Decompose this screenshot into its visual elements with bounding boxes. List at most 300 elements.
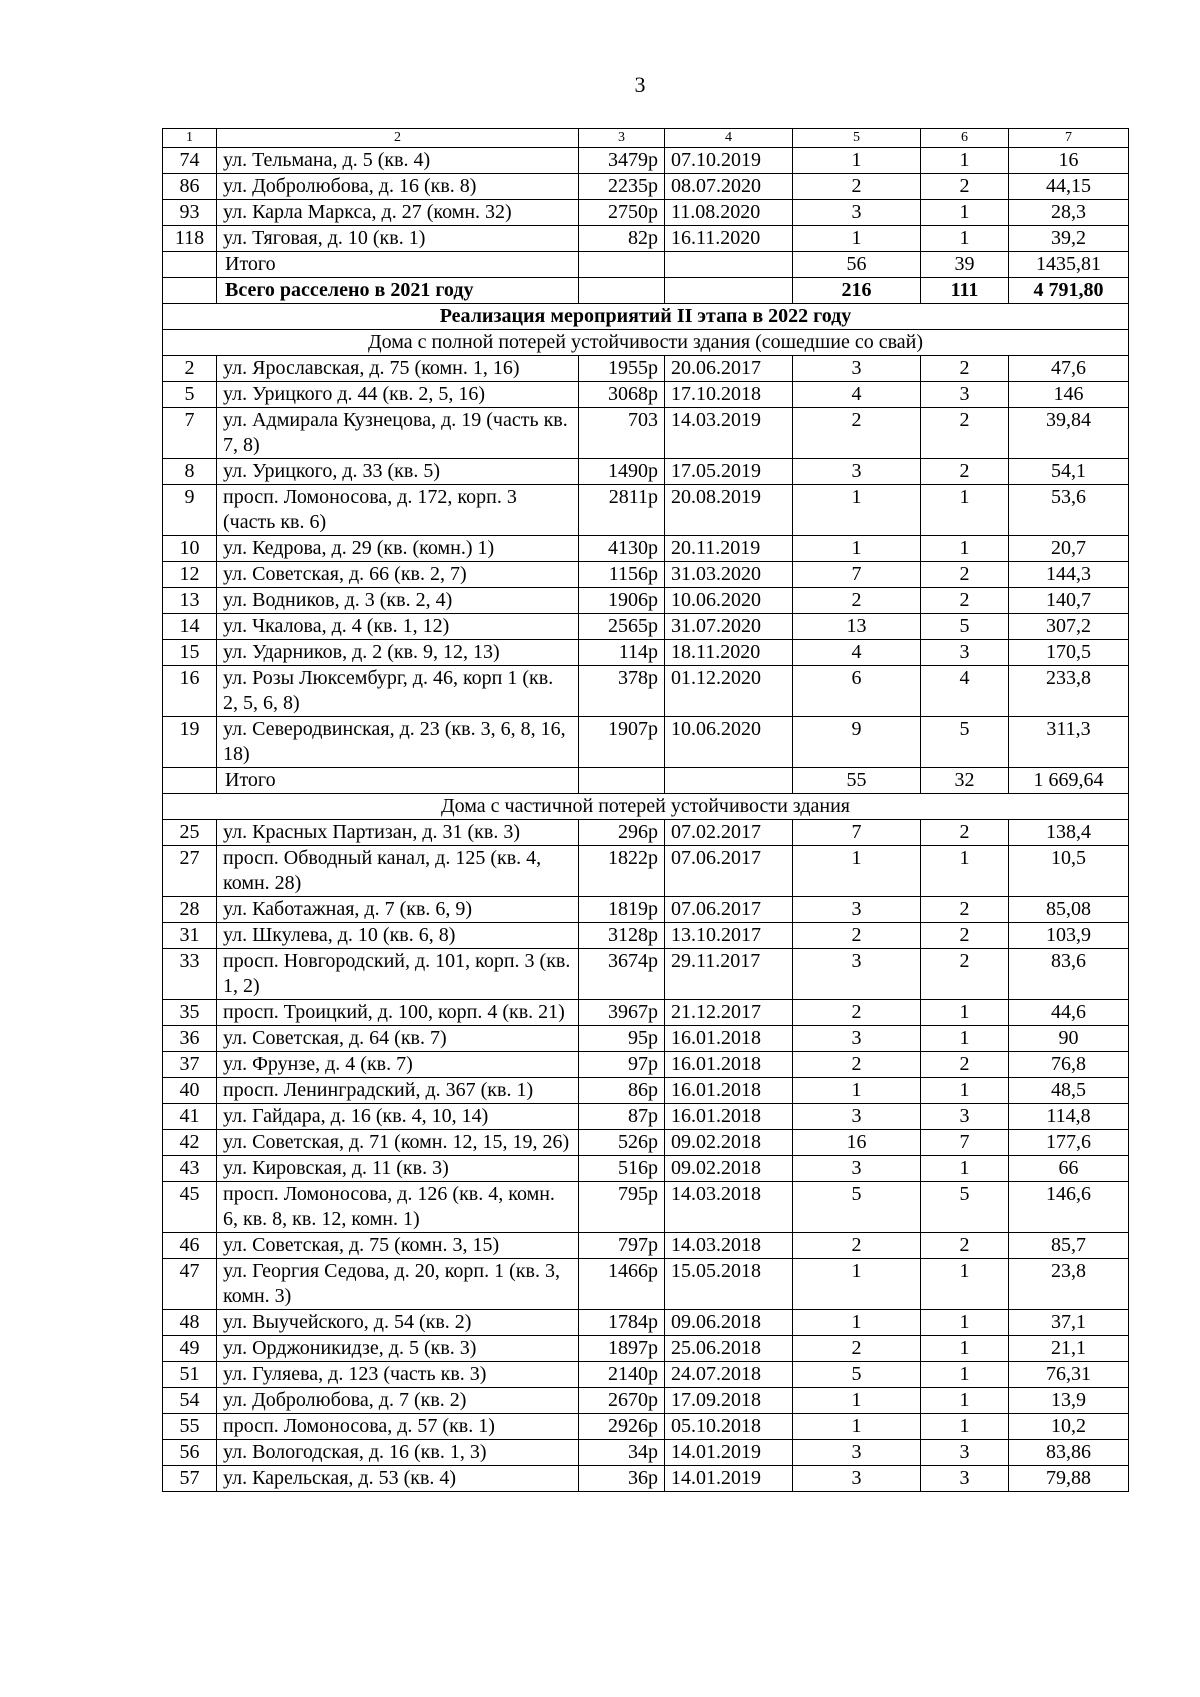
column-number: 1 [163,129,217,148]
area-cell: 20,7 [1009,536,1129,562]
people-count-cell: 1 [793,1078,921,1104]
address-cell: ул. Советская, д. 75 (комн. 3, 15) [217,1233,579,1259]
people-count-cell: 2 [793,1233,921,1259]
rooms-count-cell: 3 [921,640,1009,666]
document-number-cell: 34р [579,1440,665,1466]
people-count-cell: 2 [793,1336,921,1362]
table-row [163,562,1129,588]
area-cell: 13,9 [1009,1388,1129,1414]
document-number-cell: 526р [579,1130,665,1156]
address-cell: ул. Советская, д. 71 (комн. 12, 15, 19, 26) [217,1130,579,1156]
address-cell: ул. Вологодская, д. 16 (кв. 1, 3) [217,1440,579,1466]
rooms-count-cell: 3 [921,1466,1009,1492]
address-cell: ул. Каботажная, д. 7 (кв. 6, 9) [217,897,579,923]
table-row [163,588,1129,614]
document-date-cell: 07.02.2017 [665,820,793,846]
document-number-cell: 2750р [579,200,665,226]
area-cell: 44,6 [1009,1000,1129,1026]
area-cell: 140,7 [1009,588,1129,614]
rooms-count-cell: 1 [921,1078,1009,1104]
document-date-cell [665,768,793,794]
area-cell: 90 [1009,1026,1129,1052]
row-number-cell: 42 [163,1130,217,1156]
area-cell: 83,86 [1009,1440,1129,1466]
document-number-cell: 86р [579,1078,665,1104]
address-cell: ул. Розы Люксембург, д. 46, корп 1 (кв. 2, 5, 6, 8) [217,666,579,717]
address-cell: ул. Чкалова, д. 4 (кв. 1, 12) [217,614,579,640]
document-date-cell: 16.01.2018 [665,1078,793,1104]
table-row [163,820,1129,846]
total-row [163,252,1129,278]
people-count-cell: 1 [793,1259,921,1310]
document-date-cell: 25.06.2018 [665,1336,793,1362]
address-cell: Всего расселено в 2021 году [217,278,579,304]
rooms-count-cell: 2 [921,1052,1009,1078]
document-number-cell: 797р [579,1233,665,1259]
document-number-cell: 2670р [579,1388,665,1414]
document-date-cell: 05.10.2018 [665,1414,793,1440]
rooms-count-cell: 1 [921,1414,1009,1440]
people-count-cell: 9 [793,717,921,768]
area-cell: 47,6 [1009,356,1129,382]
table-row [163,226,1129,252]
row-number-cell: 8 [163,459,217,485]
section-title: Реализация мероприятий II этапа в 2022 году [163,304,1129,330]
row-number-cell: 36 [163,1026,217,1052]
address-cell: ул. Советская, д. 66 (кв. 2, 7) [217,562,579,588]
document-date-cell [665,252,793,278]
row-number-cell: 25 [163,820,217,846]
address-cell: ул. Георгия Седова, д. 20, корп. 1 (кв. 3, комн. 3) [217,1259,579,1310]
area-cell: 144,3 [1009,562,1129,588]
rooms-count-cell: 1 [921,148,1009,174]
column-number: 7 [1009,129,1129,148]
row-number-cell: 57 [163,1466,217,1492]
people-count-cell: 2 [793,1052,921,1078]
row-number-cell: 37 [163,1052,217,1078]
document-date-cell: 09.06.2018 [665,1310,793,1336]
document-number-cell: 378р [579,666,665,717]
table-row [163,1182,1129,1233]
table-row [163,923,1129,949]
document-date-cell: 17.05.2019 [665,459,793,485]
rooms-count-cell: 1 [921,1362,1009,1388]
area-cell: 39,2 [1009,226,1129,252]
people-count-cell: 1 [793,148,921,174]
people-count-cell: 3 [793,897,921,923]
people-count-cell: 1 [793,1388,921,1414]
column-number-row [163,129,1129,148]
area-cell: 23,8 [1009,1259,1129,1310]
people-count-cell: 2 [793,588,921,614]
people-count-cell: 2 [793,923,921,949]
row-number-cell: 118 [163,226,217,252]
document-number-cell: 1906р [579,588,665,614]
document-number-cell: 97р [579,1052,665,1078]
document-number-cell: 4130р [579,536,665,562]
rooms-count-cell: 2 [921,356,1009,382]
document-number-cell: 1822р [579,846,665,897]
address-cell: ул. Урицкого, д. 33 (кв. 5) [217,459,579,485]
document-number-cell: 1897р [579,1336,665,1362]
people-count-cell: 1 [793,1414,921,1440]
rooms-count-cell: 2 [921,459,1009,485]
table-row [163,536,1129,562]
rooms-count-cell: 1 [921,1156,1009,1182]
row-number-cell: 35 [163,1000,217,1026]
address-cell: ул. Орджоникидзе, д. 5 (кв. 3) [217,1336,579,1362]
table-row [163,1156,1129,1182]
document-date-cell: 13.10.2017 [665,923,793,949]
table-row [163,148,1129,174]
rooms-count-cell: 1 [921,1388,1009,1414]
document-number-cell: 1466р [579,1259,665,1310]
document-date-cell: 31.03.2020 [665,562,793,588]
table-row [163,1414,1129,1440]
rooms-count-cell: 2 [921,897,1009,923]
document-number-cell: 795р [579,1182,665,1233]
document-number-cell: 2565р [579,614,665,640]
rooms-count-cell: 1 [921,1259,1009,1310]
people-count-cell: 3 [793,356,921,382]
area-cell: 10,2 [1009,1414,1129,1440]
document-date-cell: 14.01.2019 [665,1466,793,1492]
table-row [163,1078,1129,1104]
area-cell: 170,5 [1009,640,1129,666]
address-cell: ул. Северодвинская, д. 23 (кв. 3, 6, 8, 16, 18) [217,717,579,768]
address-cell: Итого [217,252,579,278]
table-row [163,949,1129,1000]
document-date-cell: 24.07.2018 [665,1362,793,1388]
row-number-cell [163,278,217,304]
document-date-cell: 14.03.2018 [665,1233,793,1259]
rooms-count-cell: 39 [921,252,1009,278]
address-cell: ул. Гайдара, д. 16 (кв. 4, 10, 14) [217,1104,579,1130]
address-cell: ул. Красных Партизан, д. 31 (кв. 3) [217,820,579,846]
column-number: 5 [793,129,921,148]
row-number-cell: 33 [163,949,217,1000]
rooms-count-cell: 2 [921,949,1009,1000]
row-number-cell: 40 [163,1078,217,1104]
row-number-cell: 93 [163,200,217,226]
people-count-cell: 3 [793,1156,921,1182]
area-cell: 21,1 [1009,1336,1129,1362]
document-number-cell: 1784р [579,1310,665,1336]
document-number-cell: 87р [579,1104,665,1130]
address-cell: ул. Кировская, д. 11 (кв. 3) [217,1156,579,1182]
area-cell: 138,4 [1009,820,1129,846]
area-cell: 311,3 [1009,717,1129,768]
section-header-row [163,304,1129,330]
document-number-cell [579,278,665,304]
document-date-cell: 17.09.2018 [665,1388,793,1414]
document-number-cell: 82р [579,226,665,252]
area-cell: 114,8 [1009,1104,1129,1130]
table-row [163,897,1129,923]
address-cell: ул. Советская, д. 64 (кв. 7) [217,1026,579,1052]
table-row [163,200,1129,226]
address-cell: ул. Добролюбова, д. 16 (кв. 8) [217,174,579,200]
document-number-cell [579,252,665,278]
document-date-cell: 14.03.2018 [665,1182,793,1233]
area-cell: 76,8 [1009,1052,1129,1078]
area-cell: 233,8 [1009,666,1129,717]
row-number-cell: 47 [163,1259,217,1310]
rooms-count-cell: 2 [921,174,1009,200]
address-cell: ул. Карельская, д. 53 (кв. 4) [217,1466,579,1492]
area-cell: 4 791,80 [1009,278,1129,304]
row-number-cell: 54 [163,1388,217,1414]
people-count-cell: 3 [793,1440,921,1466]
row-number-cell: 19 [163,717,217,768]
document-date-cell: 07.06.2017 [665,897,793,923]
document-date-cell: 15.05.2018 [665,1259,793,1310]
resettlement-table [162,128,1129,1492]
area-cell: 10,5 [1009,846,1129,897]
people-count-cell: 7 [793,820,921,846]
row-number-cell: 2 [163,356,217,382]
document-number-cell: 296р [579,820,665,846]
rooms-count-cell: 1 [921,846,1009,897]
document-number-cell [579,768,665,794]
section-header-row [163,330,1129,356]
document-number-cell: 1955р [579,356,665,382]
address-cell: просп. Ленинградский, д. 367 (кв. 1) [217,1078,579,1104]
area-cell: 76,31 [1009,1362,1129,1388]
document-date-cell: 11.08.2020 [665,200,793,226]
row-number-cell: 15 [163,640,217,666]
document-number-cell: 36р [579,1466,665,1492]
document-date-cell: 09.02.2018 [665,1130,793,1156]
people-count-cell: 1 [793,226,921,252]
rooms-count-cell: 1 [921,1336,1009,1362]
row-number-cell: 14 [163,614,217,640]
document-date-cell: 16.11.2020 [665,226,793,252]
people-count-cell: 6 [793,666,921,717]
rooms-count-cell: 32 [921,768,1009,794]
document-number-cell: 1490р [579,459,665,485]
rooms-count-cell: 2 [921,1233,1009,1259]
people-count-cell: 5 [793,1362,921,1388]
rooms-count-cell: 111 [921,278,1009,304]
table-row [163,1000,1129,1026]
section-title: Дома с полной потерей устойчивости здания (сошедшие со свай) [163,330,1129,356]
address-cell: ул. Ярославская, д. 75 (комн. 1, 16) [217,356,579,382]
column-number: 3 [579,129,665,148]
table-row [163,1259,1129,1310]
page-number: 3 [634,72,646,97]
row-number-cell: 13 [163,588,217,614]
row-number-cell: 74 [163,148,217,174]
area-cell: 53,6 [1009,485,1129,536]
rooms-count-cell: 7 [921,1130,1009,1156]
document-number-cell: 3967р [579,1000,665,1026]
people-count-cell: 13 [793,614,921,640]
row-number-cell: 16 [163,666,217,717]
row-number-cell [163,768,217,794]
row-number-cell: 43 [163,1156,217,1182]
rooms-count-cell: 5 [921,614,1009,640]
document-date-cell: 14.01.2019 [665,1440,793,1466]
row-number-cell: 12 [163,562,217,588]
area-cell: 103,9 [1009,923,1129,949]
people-count-cell: 3 [793,1466,921,1492]
document-number-cell: 1907р [579,717,665,768]
address-cell: ул. Ударников, д. 2 (кв. 9, 12, 13) [217,640,579,666]
table-row [163,614,1129,640]
area-cell: 307,2 [1009,614,1129,640]
document-date-cell [665,278,793,304]
area-cell: 177,6 [1009,1130,1129,1156]
people-count-cell: 16 [793,1130,921,1156]
document-number-cell: 703 [579,408,665,459]
row-number-cell: 56 [163,1440,217,1466]
document-date-cell: 21.12.2017 [665,1000,793,1026]
people-count-cell: 3 [793,949,921,1000]
document-date-cell: 16.01.2018 [665,1104,793,1130]
people-count-cell: 1 [793,485,921,536]
people-count-cell: 5 [793,1182,921,1233]
table-row [163,640,1129,666]
area-cell: 85,7 [1009,1233,1129,1259]
document-date-cell: 16.01.2018 [665,1052,793,1078]
area-cell: 37,1 [1009,1310,1129,1336]
row-number-cell: 41 [163,1104,217,1130]
area-cell: 83,6 [1009,949,1129,1000]
address-cell: ул. Урицкого д. 44 (кв. 2, 5, 16) [217,382,579,408]
rooms-count-cell: 2 [921,408,1009,459]
row-number-cell: 7 [163,408,217,459]
document-date-cell: 10.06.2020 [665,717,793,768]
people-count-cell: 1 [793,846,921,897]
people-count-cell: 7 [793,562,921,588]
people-count-cell: 56 [793,252,921,278]
document-number-cell: 3068р [579,382,665,408]
rooms-count-cell: 2 [921,820,1009,846]
rooms-count-cell: 2 [921,588,1009,614]
table-row [163,666,1129,717]
area-cell: 48,5 [1009,1078,1129,1104]
document-date-cell: 07.10.2019 [665,148,793,174]
document-number-cell: 1156р [579,562,665,588]
document-number-cell: 516р [579,1156,665,1182]
rooms-count-cell: 3 [921,1440,1009,1466]
document-date-cell: 20.11.2019 [665,536,793,562]
table-row [163,1052,1129,1078]
area-cell: 1435,81 [1009,252,1129,278]
row-number-cell: 55 [163,1414,217,1440]
address-cell: просп. Ломоносова, д. 126 (кв. 4, комн. 6, кв. 8, кв. 12, комн. 1) [217,1182,579,1233]
people-count-cell: 2 [793,174,921,200]
people-count-cell: 4 [793,640,921,666]
address-cell: ул. Адмирала Кузнецова, д. 19 (часть кв. 7, 8) [217,408,579,459]
people-count-cell: 1 [793,536,921,562]
area-cell: 1 669,64 [1009,768,1129,794]
table-row [163,1440,1129,1466]
row-number-cell: 51 [163,1362,217,1388]
people-count-cell: 55 [793,768,921,794]
row-number-cell: 86 [163,174,217,200]
rooms-count-cell: 1 [921,1310,1009,1336]
table-row [163,846,1129,897]
document-number-cell: 1819р [579,897,665,923]
address-cell: просп. Новгородский, д. 101, корп. 3 (кв. 1, 2) [217,949,579,1000]
document-number-cell: 2235р [579,174,665,200]
address-cell: ул. Добролюбова, д. 7 (кв. 2) [217,1388,579,1414]
address-cell: просп. Троицкий, д. 100, корп. 4 (кв. 21) [217,1000,579,1026]
document-number-cell: 2926р [579,1414,665,1440]
address-cell: ул. Фрунзе, д. 4 (кв. 7) [217,1052,579,1078]
table-row [163,1130,1129,1156]
people-count-cell: 216 [793,278,921,304]
rooms-count-cell: 1 [921,485,1009,536]
table-row [163,459,1129,485]
document-number-cell: 2811р [579,485,665,536]
table-row [163,1466,1129,1492]
people-count-cell: 2 [793,408,921,459]
table-row [163,1362,1129,1388]
document-date-cell: 09.02.2018 [665,1156,793,1182]
rooms-count-cell: 1 [921,226,1009,252]
table-row [163,1310,1129,1336]
area-cell: 146 [1009,382,1129,408]
table-row [163,408,1129,459]
address-cell: ул. Тельмана, д. 5 (кв. 4) [217,148,579,174]
rooms-count-cell: 1 [921,1000,1009,1026]
address-cell: ул. Карла Маркса, д. 27 (комн. 32) [217,200,579,226]
rooms-count-cell: 3 [921,1104,1009,1130]
address-cell: просп. Ломоносова, д. 57 (кв. 1) [217,1414,579,1440]
document-date-cell: 10.06.2020 [665,588,793,614]
document-date-cell: 20.06.2017 [665,356,793,382]
row-number-cell: 28 [163,897,217,923]
rooms-count-cell: 4 [921,666,1009,717]
table-row [163,382,1129,408]
address-cell: ул. Гуляева, д. 123 (часть кв. 3) [217,1362,579,1388]
rooms-count-cell: 5 [921,1182,1009,1233]
document-date-cell: 14.03.2019 [665,408,793,459]
address-cell: Итого [217,768,579,794]
address-cell: ул. Тяговая, д. 10 (кв. 1) [217,226,579,252]
address-cell: ул. Водников, д. 3 (кв. 2, 4) [217,588,579,614]
total-row [163,768,1129,794]
people-count-cell: 1 [793,1310,921,1336]
row-number-cell: 45 [163,1182,217,1233]
column-number: 2 [217,129,579,148]
table-row [163,1026,1129,1052]
document-date-cell: 16.01.2018 [665,1026,793,1052]
people-count-cell: 4 [793,382,921,408]
document-date-cell: 01.12.2020 [665,666,793,717]
section-title: Дома с частичной потерей устойчивости здания [163,794,1129,820]
table-body [163,129,1129,1492]
people-count-cell: 3 [793,1026,921,1052]
rooms-count-cell: 3 [921,382,1009,408]
document-date-cell: 17.10.2018 [665,382,793,408]
address-cell: ул. Кедрова, д. 29 (кв. (комн.) 1) [217,536,579,562]
row-number-cell [163,252,217,278]
address-cell: ул. Выучейского, д. 54 (кв. 2) [217,1310,579,1336]
table-row [163,485,1129,536]
area-cell: 28,3 [1009,200,1129,226]
column-number: 4 [665,129,793,148]
rooms-count-cell: 1 [921,200,1009,226]
section-header-row [163,794,1129,820]
area-cell: 66 [1009,1156,1129,1182]
rooms-count-cell: 2 [921,923,1009,949]
people-count-cell: 3 [793,1104,921,1130]
table-row [163,1336,1129,1362]
